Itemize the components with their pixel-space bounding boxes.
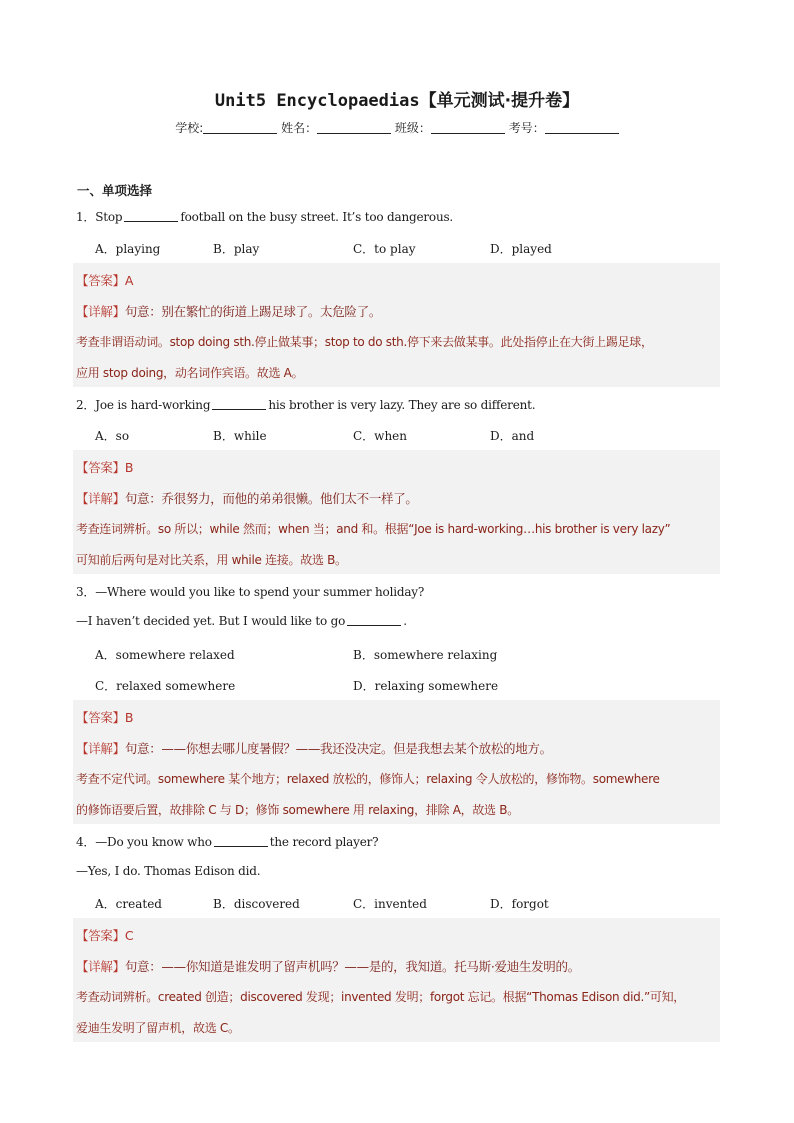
question-4-explain-1: 考查动词辨析。created 创造；discovered 发现；invented 发明；forgot 忘记。根据“Thomas Edison did.”可知， xyxy=(76,990,686,1004)
question-4-stem-reply: —Yes, I do. Thomas Edison did. xyxy=(76,864,261,878)
school-label: 学校: xyxy=(175,121,204,135)
question-1-explain-1: 考查非谓语动词。stop doing sth.停止做某事；stop to do sth.停下来去做某事。此处指停止在大街上踢足球， xyxy=(76,335,653,349)
question-4-option-b: B．discovered xyxy=(213,897,300,911)
question-2-detail: 【详解】句意：乔很努力，而他的弟弟很懒。他们太不一样了。 xyxy=(76,491,418,506)
question-2-answer: 【答案】B xyxy=(76,460,134,475)
question-3-stem: 3．—Where would you like to spend your summer holiday? xyxy=(76,585,425,599)
student-info-line xyxy=(0,119,794,136)
question-4-option-a: A．created xyxy=(95,897,162,911)
question-1-option-d: D．played xyxy=(490,242,552,256)
question-1-option-c: C．to play xyxy=(353,242,416,256)
class-label: 班级： xyxy=(394,121,431,135)
question-1-answer: 【答案】A xyxy=(76,273,134,288)
question-2-option-d: D．and xyxy=(490,429,535,443)
question-3-explain-1: 考查不定代词。somewhere 某个地方；relaxed 放松的，修饰人；relaxing 令人放松的，修饰物。somewhere xyxy=(76,772,660,786)
question-1-stem: 1．Stop football on the busy street. It’s too dangerous. xyxy=(76,210,454,224)
exam-number-blank xyxy=(545,121,619,134)
page-title xyxy=(0,86,794,111)
question-3-option-a: A．somewhere relaxed xyxy=(95,648,235,662)
title-english: Unit5 Encyclopaedias xyxy=(214,91,420,111)
question-4-option-d: D．forgot xyxy=(490,897,549,911)
question-3-answer: 【答案】B xyxy=(76,710,134,725)
question-3-option-d: D．relaxing somewhere xyxy=(353,679,499,693)
exam-number-label: 考号： xyxy=(508,121,545,135)
question-3-option-c: C．relaxed somewhere xyxy=(95,679,236,693)
question-1-option-b: B．play xyxy=(213,242,260,256)
question-4-detail: 【详解】句意：——你知道是谁发明了留声机吗？——是的，我知道。托马斯·爱迪生发明的。 xyxy=(76,959,580,974)
question-2-explain-1: 考查连词辨析。so 所以；while 然而；when 当；and 和。根据“Joe is hard-working…his brother is very lazy” xyxy=(76,522,671,536)
question-4-explain-2: 爱迪生发明了留声机，故选 C。 xyxy=(76,1021,240,1035)
question-4-stem: 4．—Do you know who the record player? xyxy=(76,835,379,849)
question-1-option-a: A．playing xyxy=(95,242,161,256)
question-2-option-a: A．so xyxy=(95,429,130,443)
name-label: 姓名： xyxy=(281,121,318,135)
answer-blank xyxy=(124,210,178,222)
question-3-option-b: B．somewhere relaxing xyxy=(353,648,498,662)
question-2-stem: 2．Joe is hard-working his brother is very lazy. They are so different. xyxy=(76,398,536,412)
question-3-detail: 【详解】句意：——你想去哪儿度暑假？——我还没决定。但是我想去某个放松的地方。 xyxy=(76,741,552,756)
class-blank xyxy=(431,121,505,134)
question-1-explain-2: 应用 stop doing，动名词作宾语。故选 A。 xyxy=(76,366,304,380)
question-2-explain-2: 可知前后两句是对比关系，用 while 连接。故选 B。 xyxy=(76,553,347,567)
question-3-stem-reply: —I haven’t decided yet. But I would like to go . xyxy=(76,614,407,628)
question-2-option-b: B．while xyxy=(213,429,267,443)
title-chinese: 【单元测试·提升卷】 xyxy=(419,91,580,111)
question-1-detail: 【详解】句意：别在繁忙的街道上踢足球了。太危险了。 xyxy=(76,304,382,319)
question-3-explain-2: 的修饰语要后置，故排除 C 与 D；修饰 somewhere 用 relaxing，排除 A，故选 B。 xyxy=(76,803,519,817)
question-4-option-c: C．invented xyxy=(353,897,427,911)
answer-blank xyxy=(214,835,268,847)
school-blank xyxy=(203,121,277,134)
answer-blank xyxy=(347,614,401,626)
name-blank xyxy=(317,121,391,134)
section-title: 一、单项选择 xyxy=(77,183,153,198)
question-2-option-c: C．when xyxy=(353,429,408,443)
question-4-answer: 【答案】C xyxy=(76,928,134,943)
answer-blank xyxy=(212,398,266,410)
